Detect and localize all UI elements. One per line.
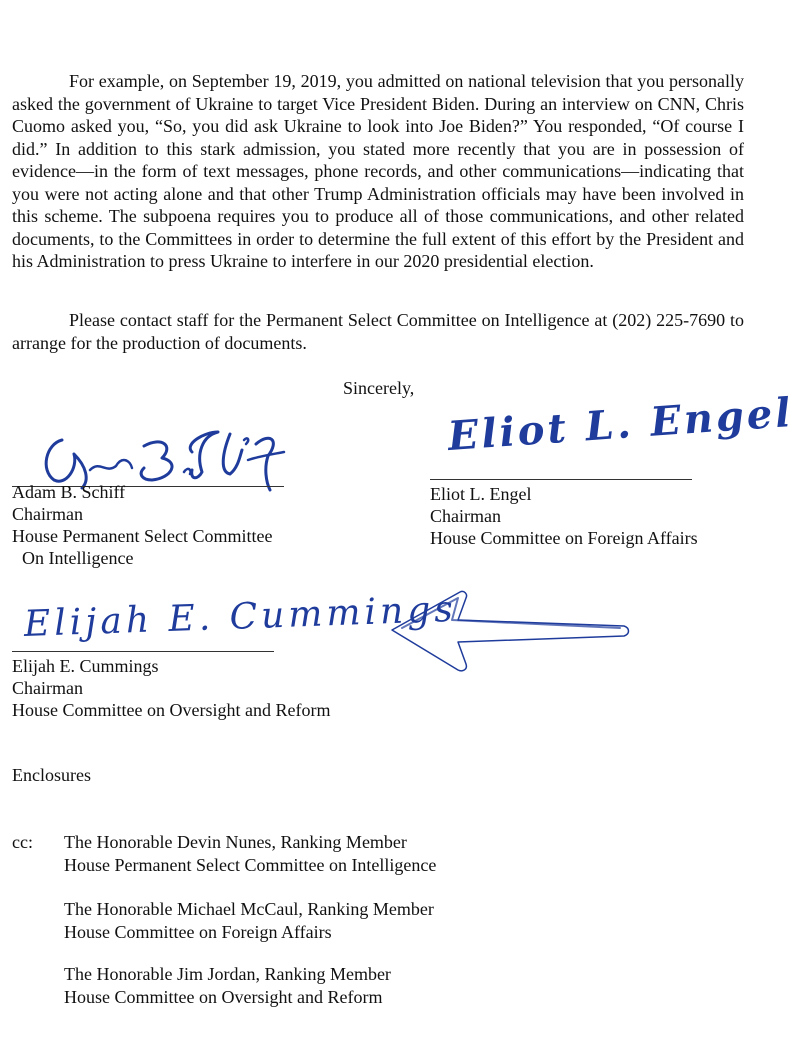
cummings-title: Chairman (12, 678, 83, 698)
cc-entry (64, 898, 434, 943)
cc-entry-committee: House Committee on Foreign Affairs (64, 921, 332, 942)
enclosures-label: Enclosures (12, 765, 91, 785)
schiff-committee: House Permanent Select Committee (12, 526, 273, 546)
engel-title: Chairman (430, 506, 501, 526)
cummings-signature: Elijah E. Cummings (23, 588, 458, 645)
cc-entry-committee: House Permanent Select Committee on Intelligence (64, 854, 437, 875)
cc-entry (64, 963, 391, 1008)
schiff-name: Adam B. Schiff (12, 482, 126, 502)
letter-paragraph-2: Please contact staff for the Permanent Select Committee on Intelligence at (202) 225-7690 to arrange for the production of documents. (12, 310, 744, 353)
cummings-committee: House Committee on Oversight and Reform (12, 700, 331, 720)
cummings-name: Elijah E. Cummings (12, 656, 159, 676)
cc-entry-name: The Honorable Jim Jordan, Ranking Member (64, 964, 391, 984)
letter-paragraph-1: For example, on September 19, 2019, you admitted on national television that you personally asked the government of Ukraine to target Vice President Biden. During an interview on CNN, Chris Cuomo asked you, “So, you did ask Ukraine to look into Joe Biden?” You responded, “Of course I did.” In addition to this stark admission, you stated more recently that you are in possession of evidence—in the form of text messages, phone records, and other communications—indicating that you were not acting alone and that other Trump Administration officials may have been involved in this scheme. The subpoena requires you to produce all of those communications, and other related documents, to the Committees in order to determine the full extent of this effort by the President and his Administration to press Ukraine to interfere in our 2020 presidential election. (12, 71, 744, 271)
closing-salutation: Sincerely, (343, 378, 415, 398)
cc-entry-committee: House Committee on Oversight and Reform (64, 986, 383, 1007)
cummings-signature-line (12, 651, 274, 652)
engel-signature: Eliot L. Engel (446, 388, 795, 460)
cc-entry-name: The Honorable Michael McCaul, Ranking Member (64, 899, 434, 919)
schiff-title: Chairman (12, 504, 83, 524)
engel-committee: House Committee on Foreign Affairs (430, 528, 698, 548)
cc-entry (64, 831, 436, 876)
red-arrow-icon (388, 588, 632, 674)
engel-name: Eliot L. Engel (430, 484, 532, 504)
cc-label: cc: (12, 832, 33, 852)
cc-entry-name: The Honorable Devin Nunes, Ranking Member (64, 832, 407, 852)
schiff-signature (34, 410, 294, 490)
schiff-committee-continued: On Intelligence (22, 548, 134, 568)
engel-signature-line (430, 479, 692, 480)
